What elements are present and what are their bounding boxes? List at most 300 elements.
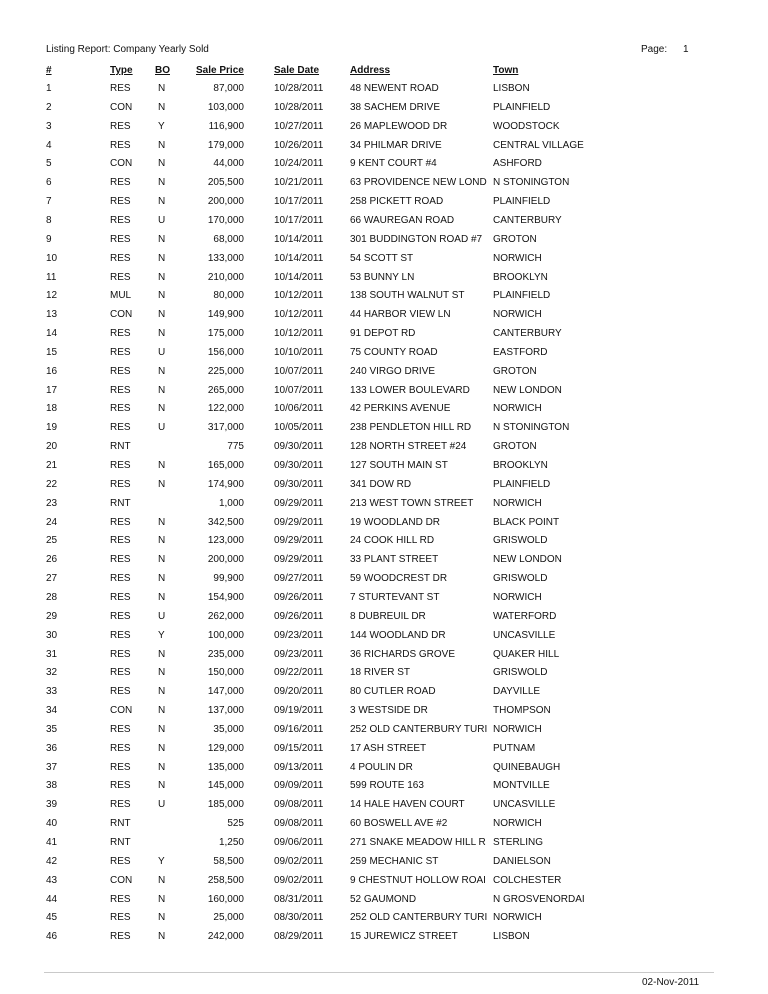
row-type: RES <box>110 233 131 245</box>
row-address: 128 NORTH STREET #24 <box>350 441 467 453</box>
row-town: N STONINGTON <box>493 177 570 189</box>
row-town: QUINEBAUGH <box>493 761 561 773</box>
row-sale-date: 08/29/2011 <box>274 931 324 943</box>
row-town: NORWICH <box>493 309 542 321</box>
row-town: NORWICH <box>493 818 542 830</box>
row-bo: N <box>158 83 166 94</box>
row-type: CON <box>110 705 133 717</box>
row-type: RES <box>110 591 131 603</box>
row-number: 43 <box>46 874 58 886</box>
row-address: 238 PENDLETON HILL RD <box>350 422 472 434</box>
row-address: 19 WOODLAND DR <box>350 516 441 528</box>
row-town: LISBON <box>493 931 530 943</box>
row-bo: N <box>158 365 166 377</box>
row-address: 271 SNAKE MEADOW HILL R <box>350 837 486 848</box>
row-type: RNT <box>110 441 131 453</box>
row-sale-price: 100,000 <box>207 629 244 641</box>
row-sale-date: 10/14/2011 <box>274 271 324 283</box>
row-address: 80 CUTLER ROAD <box>350 686 436 698</box>
table-row <box>0 422 768 436</box>
row-sale-date: 09/09/2011 <box>274 780 324 792</box>
row-sale-price: 170,000 <box>207 214 244 226</box>
row-type: RES <box>110 460 131 471</box>
row-number: 35 <box>46 723 58 735</box>
row-address: 18 RIVER ST <box>350 667 411 679</box>
row-sale-price: 235,000 <box>207 648 244 660</box>
row-type: CON <box>110 309 133 321</box>
row-number: 24 <box>46 516 58 528</box>
row-sale-price: 58,500 <box>213 855 244 867</box>
row-bo: N <box>158 686 166 698</box>
row-sale-date: 09/30/2011 <box>274 478 324 490</box>
row-sale-date: 09/23/2011 <box>274 629 324 641</box>
row-type: CON <box>110 158 133 170</box>
row-number: 30 <box>46 629 58 641</box>
table-row <box>0 272 768 286</box>
row-sale-price: 175,000 <box>207 328 244 340</box>
row-number: 25 <box>46 535 58 547</box>
row-bo: U <box>158 610 166 622</box>
row-bo: Y <box>158 629 165 641</box>
table-row <box>0 743 768 757</box>
row-sale-date: 08/30/2011 <box>274 912 324 924</box>
row-number: 46 <box>46 931 58 943</box>
row-type: RES <box>110 252 131 264</box>
row-number: 2 <box>46 101 52 113</box>
row-bo: N <box>158 742 166 754</box>
row-address: 24 COOK HILL RD <box>350 535 435 547</box>
table-row <box>0 931 768 945</box>
row-sale-date: 10/12/2011 <box>274 290 324 302</box>
table-row <box>0 102 768 116</box>
row-town: NORWICH <box>493 591 542 603</box>
row-town: WATERFORD <box>493 610 557 622</box>
table-row <box>0 667 768 681</box>
row-sale-date: 10/26/2011 <box>274 139 324 151</box>
row-address: 48 NEWENT ROAD <box>350 83 439 94</box>
row-bo: N <box>158 705 166 717</box>
row-type: CON <box>110 101 133 113</box>
table-row <box>0 140 768 154</box>
row-address: 9 KENT COURT #4 <box>350 158 437 170</box>
row-number: 14 <box>46 328 58 340</box>
row-sale-date: 09/30/2011 <box>274 441 324 453</box>
row-sale-price: 205,500 <box>207 177 244 189</box>
row-bo: N <box>158 101 166 113</box>
row-type: RNT <box>110 818 131 830</box>
row-address: 252 OLD CANTERBURY TURI <box>350 912 488 924</box>
row-address: 252 OLD CANTERBURY TURI <box>350 723 488 735</box>
table-row <box>0 253 768 267</box>
row-sale-price: 123,000 <box>207 535 244 547</box>
row-address: 91 DEPOT RD <box>350 328 416 340</box>
row-type: RNT <box>110 837 131 848</box>
row-number: 12 <box>46 290 58 302</box>
row-number: 8 <box>46 214 52 226</box>
row-type: RES <box>110 403 131 415</box>
row-bo: N <box>158 516 166 528</box>
row-town: NEW LONDON <box>493 384 562 396</box>
row-town: N STONINGTON <box>493 422 570 434</box>
column-header-bo: BO <box>155 65 170 76</box>
row-bo: N <box>158 252 166 264</box>
row-town: NORWICH <box>493 912 542 924</box>
table-row <box>0 724 768 738</box>
column-header-number: # <box>46 65 52 76</box>
row-number: 20 <box>46 441 58 453</box>
row-number: 40 <box>46 818 58 830</box>
row-type: CON <box>110 874 133 886</box>
row-town: N GROSVENORDAI <box>493 893 585 905</box>
row-type: RES <box>110 648 131 660</box>
row-sale-price: 525 <box>227 818 244 830</box>
row-bo: N <box>158 290 166 302</box>
row-number: 5 <box>46 158 52 170</box>
table-row <box>0 611 768 625</box>
row-address: 599 ROUTE 163 <box>350 780 424 792</box>
row-sale-price: 99,900 <box>213 573 244 585</box>
row-number: 36 <box>46 742 58 754</box>
row-address: 240 VIRGO DRIVE <box>350 365 436 377</box>
row-sale-date: 09/22/2011 <box>274 667 324 679</box>
row-bo: N <box>158 158 166 170</box>
row-bo: N <box>158 723 166 735</box>
row-bo: N <box>158 403 166 415</box>
row-type: RES <box>110 177 131 189</box>
row-sale-date: 10/06/2011 <box>274 403 324 415</box>
row-town: NORWICH <box>493 497 542 509</box>
table-row <box>0 912 768 926</box>
row-type: RES <box>110 384 131 396</box>
row-sale-price: 210,000 <box>207 271 244 283</box>
row-town: GROTON <box>493 233 537 245</box>
row-address: 36 RICHARDS GROVE <box>350 648 456 660</box>
row-number: 4 <box>46 139 52 151</box>
row-bo: N <box>158 591 166 603</box>
row-sale-date: 10/14/2011 <box>274 252 324 264</box>
row-bo: N <box>158 233 166 245</box>
row-sale-price: 342,500 <box>207 516 244 528</box>
row-number: 29 <box>46 610 58 622</box>
row-sale-price: 68,000 <box>213 233 244 245</box>
row-town: GROTON <box>493 441 537 453</box>
row-sale-date: 09/27/2011 <box>274 573 324 585</box>
row-bo: N <box>158 271 166 283</box>
row-number: 38 <box>46 780 58 792</box>
row-address: 52 GAUMOND <box>350 893 417 905</box>
table-row <box>0 121 768 135</box>
row-address: 138 SOUTH WALNUT ST <box>350 290 465 302</box>
row-town: PLAINFIELD <box>493 101 551 113</box>
row-sale-date: 10/17/2011 <box>274 214 324 226</box>
row-number: 34 <box>46 705 58 717</box>
table-row <box>0 535 768 549</box>
row-number: 11 <box>46 271 57 283</box>
row-sale-date: 09/20/2011 <box>274 686 324 698</box>
row-type: MUL <box>110 290 132 302</box>
row-town: CANTERBURY <box>493 214 562 226</box>
row-bo: N <box>158 309 166 321</box>
row-sale-price: 265,000 <box>207 384 244 396</box>
row-number: 3 <box>46 120 52 132</box>
row-sale-date: 10/28/2011 <box>274 101 324 113</box>
row-address: 42 PERKINS AVENUE <box>350 403 451 415</box>
table-row <box>0 573 768 587</box>
row-sale-date: 09/02/2011 <box>274 874 324 886</box>
row-address: 144 WOODLAND DR <box>350 629 446 641</box>
row-address: 258 PICKETT ROAD <box>350 196 444 208</box>
column-header-sale-price: Sale Price <box>196 65 244 76</box>
row-address: 15 JUREWICZ STREET <box>350 931 458 943</box>
row-town: DAYVILLE <box>493 686 541 698</box>
row-type: RES <box>110 554 131 566</box>
table-row <box>0 630 768 644</box>
row-address: 75 COUNTY ROAD <box>350 346 438 358</box>
row-sale-date: 09/23/2011 <box>274 648 324 660</box>
row-type: RES <box>110 573 131 585</box>
table-row <box>0 856 768 870</box>
row-address: 17 ASH STREET <box>350 742 427 754</box>
row-sale-price: 200,000 <box>207 196 244 208</box>
table-row <box>0 554 768 568</box>
row-sale-date: 08/31/2011 <box>274 893 324 905</box>
row-sale-date: 09/29/2011 <box>274 497 324 509</box>
table-row <box>0 177 768 191</box>
row-number: 23 <box>46 497 58 509</box>
row-town: PLAINFIELD <box>493 478 551 490</box>
row-town: THOMPSON <box>493 705 551 717</box>
row-sale-price: 137,000 <box>207 705 244 717</box>
table-row <box>0 592 768 606</box>
table-row <box>0 290 768 304</box>
row-town: CENTRAL VILLAGE <box>493 139 584 151</box>
row-type: RES <box>110 214 131 226</box>
row-town: BROOKLYN <box>493 271 548 283</box>
row-number: 37 <box>46 761 58 773</box>
table-row <box>0 83 768 97</box>
row-number: 26 <box>46 554 58 566</box>
row-address: 213 WEST TOWN STREET <box>350 497 474 509</box>
row-town: UNCASVILLE <box>493 629 556 641</box>
row-sale-price: 262,000 <box>207 610 244 622</box>
row-town: PUTNAM <box>493 742 536 754</box>
row-number: 9 <box>46 233 52 245</box>
table-header-row <box>0 65 768 79</box>
row-town: GRISWOLD <box>493 535 548 547</box>
row-sale-date: 09/29/2011 <box>274 535 324 547</box>
row-type: RES <box>110 686 131 698</box>
row-town: UNCASVILLE <box>493 799 556 811</box>
row-number: 22 <box>46 478 58 490</box>
row-sale-date: 10/10/2011 <box>274 346 324 358</box>
row-type: RES <box>110 139 131 151</box>
row-town: LISBON <box>493 83 530 94</box>
row-bo: N <box>158 648 166 660</box>
table-row <box>0 837 768 851</box>
row-type: RES <box>110 723 131 735</box>
row-bo: N <box>158 328 166 340</box>
row-number: 39 <box>46 799 58 811</box>
row-type: RES <box>110 912 131 924</box>
row-type: RES <box>110 780 131 792</box>
row-bo: N <box>158 893 166 905</box>
row-address: 341 DOW RD <box>350 478 412 490</box>
row-type: RES <box>110 196 131 208</box>
table-row <box>0 196 768 210</box>
table-row <box>0 780 768 794</box>
row-number: 19 <box>46 422 58 434</box>
row-town: MONTVILLE <box>493 780 550 792</box>
row-sale-price: 775 <box>227 441 244 453</box>
row-type: RES <box>110 761 131 773</box>
row-town: ASHFORD <box>493 158 542 170</box>
row-address: 53 BUNNY LN <box>350 271 415 283</box>
table-row <box>0 366 768 380</box>
row-address: 33 PLANT STREET <box>350 554 439 566</box>
row-town: COLCHESTER <box>493 874 562 886</box>
row-bo: Y <box>158 120 165 132</box>
row-bo: U <box>158 799 166 811</box>
row-sale-date: 10/27/2011 <box>274 120 324 132</box>
footer-date: 02-Nov-2011 <box>642 977 700 988</box>
row-number: 7 <box>46 196 52 208</box>
row-town: QUAKER HILL <box>493 648 560 660</box>
row-type: RES <box>110 516 131 528</box>
table-row <box>0 875 768 889</box>
table-row <box>0 479 768 493</box>
row-type: RNT <box>110 497 131 509</box>
row-sale-price: 25,000 <box>213 912 244 924</box>
row-address: 14 HALE HAVEN COURT <box>350 799 465 811</box>
table-row <box>0 818 768 832</box>
row-number: 10 <box>46 252 58 264</box>
row-bo: Y <box>158 855 165 867</box>
row-bo: U <box>158 422 166 434</box>
row-town: GRISWOLD <box>493 573 548 585</box>
column-header-type: Type <box>110 65 133 76</box>
row-sale-price: 80,000 <box>213 290 244 302</box>
column-header-sale-date: Sale Date <box>274 65 320 76</box>
row-address: 8 DUBREUIL DR <box>350 610 426 622</box>
table-row <box>0 460 768 474</box>
row-sale-date: 09/29/2011 <box>274 554 324 566</box>
report-title: Listing Report: Company Yearly Sold <box>46 44 209 55</box>
row-sale-price: 44,000 <box>213 158 244 170</box>
row-address: 34 PHILMAR DRIVE <box>350 139 442 151</box>
table-row <box>0 215 768 229</box>
row-address: 63 PROVIDENCE NEW LOND <box>350 177 487 189</box>
row-sale-price: 150,000 <box>207 667 244 679</box>
row-town: GROTON <box>493 365 537 377</box>
row-number: 45 <box>46 912 58 924</box>
row-sale-price: 179,000 <box>207 139 244 151</box>
row-number: 32 <box>46 667 58 679</box>
row-sale-price: 147,000 <box>207 686 244 698</box>
row-type: RES <box>110 83 131 94</box>
row-type: RES <box>110 799 131 811</box>
row-type: RES <box>110 893 131 905</box>
row-sale-price: 1,250 <box>218 837 244 848</box>
row-sale-date: 09/29/2011 <box>274 516 324 528</box>
row-bo: N <box>158 554 166 566</box>
row-address: 44 HARBOR VIEW LN <box>350 309 451 321</box>
row-type: RES <box>110 629 131 641</box>
row-type: RES <box>110 610 131 622</box>
row-type: RES <box>110 667 131 679</box>
row-number: 13 <box>46 309 58 321</box>
row-type: RES <box>110 365 131 377</box>
row-address: 7 STURTEVANT ST <box>350 591 440 603</box>
row-sale-price: 116,900 <box>208 120 244 132</box>
table-row <box>0 441 768 455</box>
row-type: RES <box>110 931 131 943</box>
row-town: BLACK POINT <box>493 516 560 528</box>
row-sale-price: 225,000 <box>207 365 244 377</box>
row-type: RES <box>110 120 131 132</box>
row-number: 15 <box>46 346 58 358</box>
column-header-address: Address <box>350 65 391 76</box>
row-town: NEW LONDON <box>493 554 562 566</box>
row-type: RES <box>110 478 131 490</box>
row-bo: N <box>158 177 166 189</box>
row-bo: U <box>158 346 166 358</box>
table-row <box>0 385 768 399</box>
row-sale-date: 10/28/2011 <box>274 83 324 94</box>
row-address: 133 LOWER BOULEVARD <box>350 384 470 396</box>
row-sale-price: 149,900 <box>207 309 244 321</box>
row-number: 1 <box>46 83 52 94</box>
table-row <box>0 234 768 248</box>
table-row <box>0 498 768 512</box>
row-address: 4 POULIN DR <box>350 761 413 773</box>
row-bo: N <box>158 478 166 490</box>
page-number: 1 <box>683 44 689 55</box>
row-town: WOODSTOCK <box>493 120 560 132</box>
row-bo: N <box>158 667 166 679</box>
row-sale-date: 09/13/2011 <box>274 761 324 773</box>
row-sale-price: 145,000 <box>207 780 244 792</box>
row-sale-date: 10/17/2011 <box>274 196 324 208</box>
row-sale-price: 165,000 <box>207 460 244 471</box>
table-row <box>0 347 768 361</box>
row-sale-price: 135,000 <box>207 761 244 773</box>
row-sale-price: 242,000 <box>207 931 244 943</box>
row-sale-price: 1,000 <box>218 497 244 509</box>
row-sale-date: 09/16/2011 <box>274 723 324 735</box>
row-type: RES <box>110 271 131 283</box>
row-sale-price: 103,000 <box>207 101 244 113</box>
row-sale-price: 87,000 <box>213 83 244 94</box>
row-town: GRISWOLD <box>493 667 548 679</box>
table-row <box>0 403 768 417</box>
row-type: RES <box>110 535 131 547</box>
row-number: 44 <box>46 893 58 905</box>
row-number: 6 <box>46 177 52 189</box>
row-address: 3 WESTSIDE DR <box>350 705 428 717</box>
row-sale-date: 10/24/2011 <box>274 158 324 170</box>
row-sale-price: 160,000 <box>207 893 244 905</box>
row-bo: N <box>158 912 166 924</box>
table-row <box>0 517 768 531</box>
row-sale-date: 10/07/2011 <box>274 365 324 377</box>
row-bo: N <box>158 384 166 396</box>
row-type: RES <box>110 346 131 358</box>
row-sale-date: 09/30/2011 <box>274 460 324 471</box>
row-sale-date: 09/08/2011 <box>274 799 324 811</box>
row-bo: N <box>158 535 166 547</box>
row-address: 127 SOUTH MAIN ST <box>350 460 448 471</box>
row-sale-date: 09/02/2011 <box>274 855 324 867</box>
